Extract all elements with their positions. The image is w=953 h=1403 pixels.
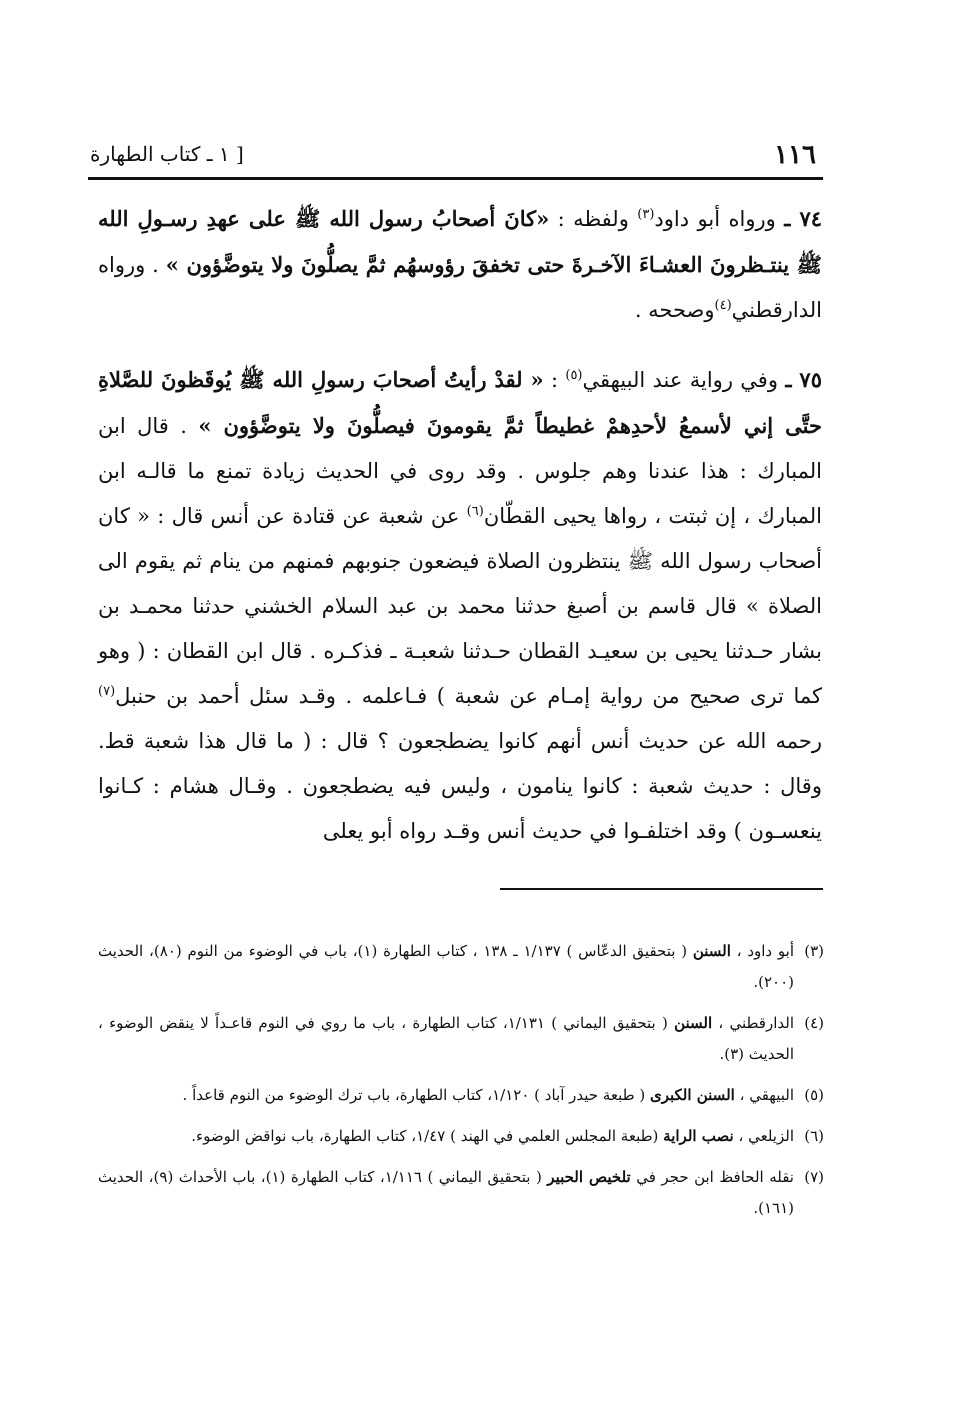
page-number: ١١٦ — [774, 140, 816, 170]
footnote-text: ( بتحقيق اليماني ) ١/١١٦، كتاب الطهارة (١)، باب الأحداث (٩)، الحديث (١٦١). — [98, 1168, 794, 1217]
footnote-number: (٣) — [804, 942, 824, 960]
header-divider — [88, 177, 823, 180]
paragraph-text: عن شعبة عن قتادة عن أنس قال : « كان أصحاب رسول الله ﷺ ينتظرون الصلاة فيضعون جنوبهم فمنهم من ينام ثم يقوم الى الصلاة » قال قاسم بن أصبغ حدثنا محمد بن عبد السلام الخشني حدثنا محمـد بن بشار حـدثنا يحيى بن سعيـد القطان حـدثنا شعبـة ـ فذكـره . قال ابن القطان : ( وهو كما ترى صحيح من رواية إمـام عن شعبة ) فـاعلمه . وقـد سئل أحمد بن حنبل — [98, 504, 822, 708]
paragraph-text: رحمه الله عن حديث أنس أنهم كانوا يضطجعون ؟ قال : ( ما قال هذا شعبة قط. وقال : حديث شعبة : كانوا ينامون ، وليس فيه يضطجعون . وقـال هشام : كـانوا ينعسـون ) وقد اختلفـوا في حديث أنس وقـد رواه أبو يعلى — [98, 729, 822, 843]
footnote-7 — [98, 1162, 824, 1224]
book-title: نصب الراية — [663, 1127, 734, 1145]
paragraph-74 — [98, 196, 822, 333]
footnote-text: (طبعة المجلس العلمي في الهند ) ١/٤٧، كتاب الطهارة، باب نواقض الوضوء. — [191, 1127, 664, 1145]
book-title: تلخيص الحبير — [547, 1168, 631, 1186]
footnote-number: (٤) — [804, 1014, 824, 1032]
footnote-3 — [98, 936, 824, 998]
paragraph-75 — [98, 357, 822, 854]
paragraph-text: : — [543, 368, 566, 392]
footnote-ref: (٣) — [637, 207, 655, 222]
page-header — [88, 136, 820, 176]
book-title: السنن الكبرى — [649, 1086, 735, 1104]
hadith-quote: «كانَ أصحابُ رسول الله ﷺ على عهدِ رسـولِ الله ﷺ ينتـظرونَ العشـاءَ الآخـرةَ حتى تخفقَ رؤوسهُم ثمَّ يصلُّونَ ولا يتوضَّؤون » — [98, 206, 822, 277]
main-text — [98, 196, 822, 854]
footnote-divider — [500, 888, 823, 890]
footnote-text: نقله الحافظ ابن حجر في — [630, 1168, 794, 1186]
footnote-ref: (٥) — [565, 368, 583, 383]
footnote-number: (٥) — [804, 1086, 824, 1104]
paragraph-text: وفي رواية عند البيهقي — [582, 368, 778, 392]
hadith-quote: « لقدْ رأيتُ أصحابَ رسولِ الله ﷺ يُوقَظونَ للصَّلاةِ حتَّى إني لأسمعُ لأحدِهمْ غطيطاً ثمَّ يقومونَ فيصلُّونَ ولا يتوضَّؤون » — [98, 367, 822, 438]
footnote-text: أبو داود ، — [730, 942, 794, 960]
hadith-number: ٧٤ ـ — [784, 206, 822, 231]
running-title: [ ١ ـ كتاب الطهارة — [90, 142, 244, 166]
footnote-number: (٧) — [804, 1168, 824, 1186]
footnote-text: الزيلعي ، — [733, 1127, 794, 1145]
book-title: السنن — [692, 942, 731, 960]
paragraph-text: . ورواه الدارقطني — [98, 253, 822, 322]
footnote-ref: (٦) — [466, 504, 484, 519]
paragraph-text: ورواه أبو داود — [654, 207, 776, 231]
paragraph-text: وصححه . — [634, 298, 715, 322]
footnote-number: (٦) — [804, 1127, 824, 1145]
paragraph-text: . قال ابن المبارك : هذا عندنا وهم جلوس . وقد روى في الحديث زيادة تمنع ما قالـه ابن المبارك ، إن ثبتت ، رواها يحيى القطّان — [98, 414, 822, 528]
footnote-text: ( طبعة حيدر آباد ) ١/١٢٠، كتاب الطهارة، باب ترك الوضوء من النوم قاعداً . — [182, 1086, 650, 1104]
footnote-text: البيهقي ، — [734, 1086, 794, 1104]
footnote-4 — [98, 1008, 824, 1070]
footnote-text: الدارقطني ، — [712, 1014, 795, 1032]
footnotes — [98, 936, 824, 1234]
footnote-text: ( بتحقيق اليماني ) ١/١٣١، كتاب الطهارة ، باب ما روي في النوم قاعـداً لا ينقض الوضوء ، الحديث (٣). — [98, 1014, 794, 1063]
book-title: السنن — [674, 1014, 713, 1032]
footnote-text: ( بتحقيق الدعّاس ) ١/١٣٧ ـ ١٣٨ ، كتاب الطهارة (١)، باب في الوضوء من النوم (٨٠)، الحديث (٢٠٠). — [98, 942, 794, 991]
hadith-number: ٧٥ ـ — [785, 367, 822, 392]
footnote-ref: (٤) — [714, 298, 732, 313]
footnote-ref: (٧) — [98, 684, 116, 699]
footnote-6 — [98, 1121, 824, 1152]
footnote-5 — [98, 1080, 824, 1111]
paragraph-text: ولفظه : — [549, 207, 638, 231]
